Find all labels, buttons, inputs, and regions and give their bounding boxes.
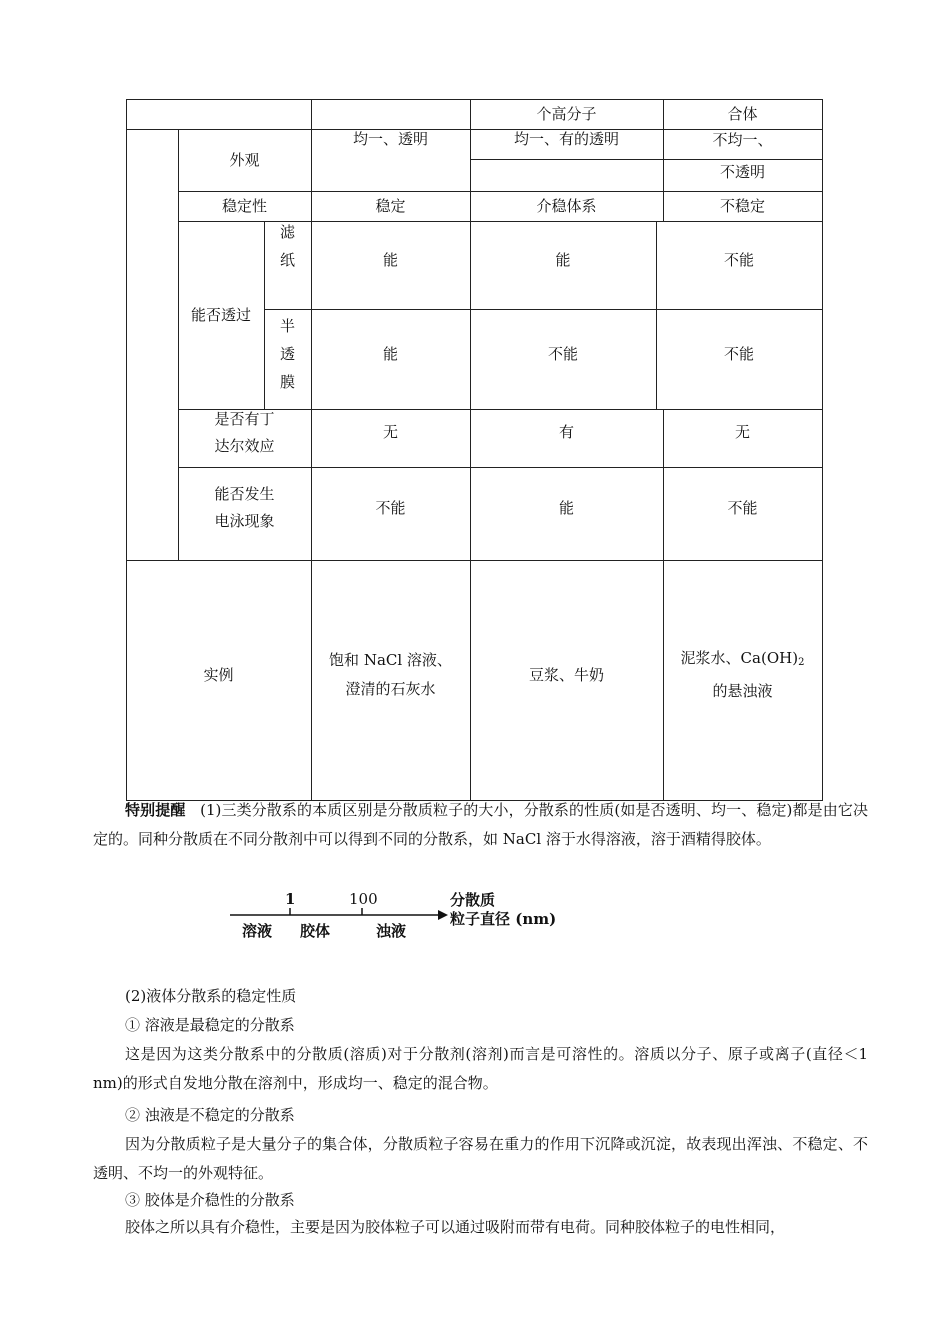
sublabel-filter-paper-char: 纸	[279, 251, 295, 269]
examples-suspension-line1	[681, 644, 805, 677]
appearance-suspension-line2: 不透明	[719, 162, 765, 181]
tip-paragraph	[93, 796, 868, 854]
sublabel-filter-paper	[264, 218, 311, 274]
electrophoresis-suspension: 不能	[727, 498, 758, 517]
row-label-examples: 实例	[203, 665, 234, 684]
appearance-colloid: 均一、有的透明	[513, 130, 619, 148]
filter-solution: 能	[382, 250, 398, 269]
particle-size-diagram	[228, 888, 568, 948]
examples-solution-line2: 澄清的石灰水	[345, 680, 436, 698]
membrane-solution: 能	[382, 344, 398, 363]
axis-arrow-icon	[438, 910, 448, 920]
examples-solution-line1: 饱和 NaCl 溶液、	[329, 651, 452, 669]
row-label-tyndall-line2: 达尔效应	[214, 437, 275, 455]
subscript-2: 2	[798, 657, 805, 668]
axis-label-line2: 粒子直径 (nm)	[450, 910, 557, 928]
tip-title: 特别提醒	[125, 801, 186, 819]
row-label-tyndall	[178, 404, 311, 462]
section2-title: (2)液体分散系的稳定性质	[125, 987, 297, 1005]
sublabel-semipermeable-char: 膜	[279, 373, 295, 391]
row-label-permeability: 能否透过	[190, 305, 251, 324]
tick-label-100: 100	[349, 890, 378, 908]
region-solution: 溶液	[242, 922, 273, 940]
axis-label-line1: 分散质	[450, 891, 496, 909]
electrophoresis-colloid: 能	[558, 498, 574, 517]
row-label-electrophoresis	[178, 479, 311, 537]
appearance-solution: 均一、透明	[352, 130, 428, 148]
row-label-electrophoresis-line1: 能否发生	[214, 485, 275, 503]
examples-colloid: 豆浆、牛奶	[528, 665, 604, 684]
item2-title: ② 浊液是不稳定的分散系	[125, 1106, 295, 1124]
row-label-stability: 稳定性	[221, 196, 267, 215]
row-label-tyndall-line1: 是否有丁	[214, 410, 275, 428]
item1-title: ① 溶液是最稳定的分散系	[125, 1016, 295, 1034]
item1-text: 这是因为这类分散系中的分散质(溶质)对于分散剂(溶剂)而言是可溶性的。溶质以分子、原子或离子(直径＜1 nm)的形式自发地分散在溶剂中，形成均一、稳定的混合物。	[93, 1045, 868, 1092]
tyndall-suspension: 无	[734, 422, 750, 441]
row-label-appearance: 外观	[229, 150, 260, 169]
membrane-suspension: 不能	[723, 344, 754, 363]
item2-text: 因为分散质粒子是大量分子的集合体，分散质粒子容易在重力的作用下沉降或沉淀，故表现出浑浊、不稳定、不透明、不均一的外观特征。	[93, 1135, 868, 1182]
sublabel-semipermeable	[264, 312, 311, 396]
electrophoresis-solution: 不能	[375, 498, 406, 517]
stability-colloid: 介稳体系	[536, 196, 597, 215]
tyndall-colloid: 有	[558, 422, 574, 441]
stability-suspension: 不稳定	[719, 196, 765, 215]
membrane-colloid: 不能	[547, 344, 578, 363]
item3-text: 胶体之所以具有介稳性，主要是因为胶体粒子可以通过吸附而带有电荷。同种胶体粒子的电性相同，	[125, 1218, 786, 1236]
examples-solution	[311, 645, 470, 705]
item3-title: ③ 胶体是介稳性的分散系	[125, 1191, 295, 1209]
sublabel-semipermeable-char: 透	[279, 345, 295, 363]
stability-solution: 稳定	[375, 196, 406, 215]
filter-colloid: 能	[555, 250, 571, 269]
sublabel-semipermeable-char: 半	[279, 317, 295, 335]
filter-suspension: 不能	[723, 250, 754, 269]
tip-text: (1)三类分散系的本质区别是分散质粒子的大小，分散系的性质(如是否透明、均一、稳定)都是由它决定的。同种分散质在不同分散剂中可以得到不同的分散系，如 NaCl 溶于水得溶液，溶于酒精得胶体。	[93, 801, 868, 848]
tyndall-solution: 无	[382, 422, 398, 441]
row-label-electrophoresis-line2: 电泳现象	[214, 512, 275, 530]
sublabel-filter-paper-char: 滤	[279, 223, 295, 241]
region-colloid: 胶体	[300, 922, 331, 940]
tick-label-1: 1	[285, 890, 296, 908]
header-suspension: 合体	[727, 104, 758, 123]
examples-suspension	[663, 645, 822, 705]
examples-suspension-text: 泥浆水、Ca(OH)	[680, 649, 799, 667]
examples-suspension-line2: 的悬浊液	[712, 682, 773, 700]
appearance-suspension-line1: 不均一、	[712, 130, 773, 149]
header-colloid: 个高分子	[536, 104, 597, 123]
region-suspension: 浊液	[376, 922, 407, 940]
